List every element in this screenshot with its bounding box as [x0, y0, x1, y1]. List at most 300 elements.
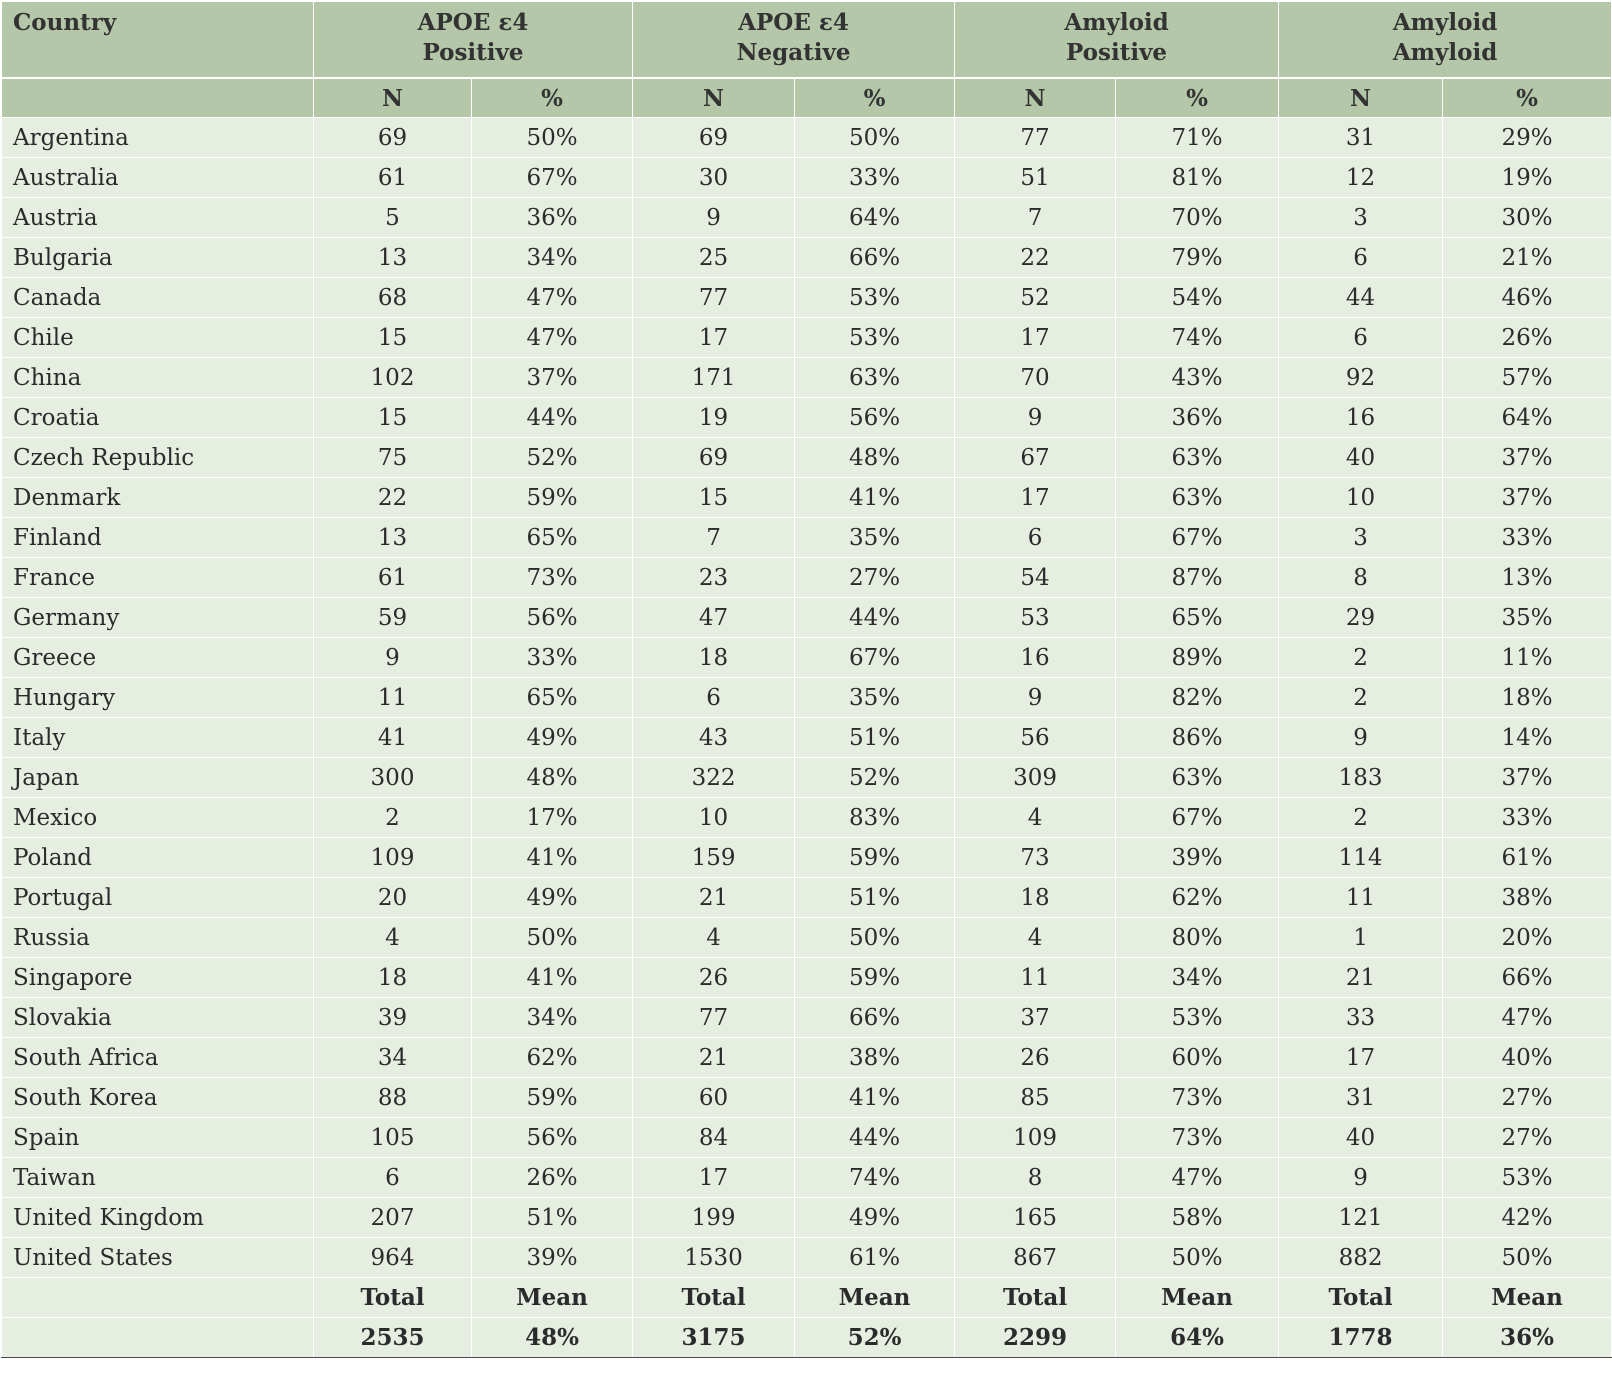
table-row — [2, 838, 1612, 878]
value-cell: 66% — [795, 238, 955, 278]
value-cell: 59% — [795, 838, 955, 878]
value-cell: 109 — [955, 1118, 1116, 1158]
value-cell: 47% — [472, 278, 633, 318]
summary-label-cell: Mean — [795, 1278, 955, 1318]
value-cell: 33% — [472, 638, 633, 678]
value-cell: 26 — [955, 1038, 1116, 1078]
country-cell: Argentina — [2, 118, 314, 158]
value-cell: 48% — [472, 758, 633, 798]
value-cell: 64% — [795, 198, 955, 238]
country-cell: Chile — [2, 318, 314, 358]
table-row — [2, 158, 1612, 198]
group-header-line2: Positive — [1066, 39, 1168, 66]
sub-header-cell: % — [1116, 78, 1279, 118]
value-cell: 53% — [795, 278, 955, 318]
value-cell: 26% — [1443, 318, 1612, 358]
value-cell: 3 — [1279, 518, 1443, 558]
value-cell: 19% — [1443, 158, 1612, 198]
country-cell: Japan — [2, 758, 314, 798]
value-cell: 63% — [1116, 758, 1279, 798]
table-row — [2, 998, 1612, 1038]
value-cell: 17 — [955, 318, 1116, 358]
country-cell: Taiwan — [2, 1158, 314, 1198]
table-row — [2, 598, 1612, 638]
value-cell: 22 — [314, 478, 472, 518]
value-cell: 80% — [1116, 918, 1279, 958]
sub-header-row — [2, 78, 1612, 118]
summary-label-cell: Mean — [1443, 1278, 1612, 1318]
country-cell: France — [2, 558, 314, 598]
value-cell: 67% — [1116, 518, 1279, 558]
summary-value-cell: 2535 — [314, 1318, 472, 1358]
value-cell: 62% — [472, 1038, 633, 1078]
value-cell: 9 — [314, 638, 472, 678]
value-cell: 41% — [472, 958, 633, 998]
value-cell: 59% — [472, 1078, 633, 1118]
value-cell: 15 — [633, 478, 795, 518]
table-row — [2, 558, 1612, 598]
value-cell: 67% — [472, 158, 633, 198]
value-cell: 33% — [795, 158, 955, 198]
value-cell: 44% — [472, 398, 633, 438]
table-row — [2, 1118, 1612, 1158]
value-cell: 109 — [314, 838, 472, 878]
value-cell: 207 — [314, 1198, 472, 1238]
value-cell: 12 — [1279, 158, 1443, 198]
country-cell: Mexico — [2, 798, 314, 838]
value-cell: 44% — [795, 1118, 955, 1158]
value-cell: 53% — [1443, 1158, 1612, 1198]
value-cell: 40 — [1279, 438, 1443, 478]
sub-header-empty — [2, 78, 314, 118]
value-cell: 92 — [1279, 358, 1443, 398]
value-cell: 13 — [314, 238, 472, 278]
country-column-header: Country — [2, 2, 314, 79]
group-header-amyloid-positive — [955, 2, 1279, 79]
value-cell: 21 — [633, 878, 795, 918]
table-row — [2, 1158, 1612, 1198]
country-cell: Austria — [2, 198, 314, 238]
group-header-line2: Positive — [422, 39, 524, 66]
country-cell: South Korea — [2, 1078, 314, 1118]
value-cell: 9 — [1279, 718, 1443, 758]
value-cell: 36% — [1116, 398, 1279, 438]
value-cell: 7 — [633, 518, 795, 558]
value-cell: 121 — [1279, 1198, 1443, 1238]
value-cell: 70 — [955, 358, 1116, 398]
value-cell: 47% — [1116, 1158, 1279, 1198]
group-header-apoe-negative — [633, 2, 955, 79]
value-cell: 34 — [314, 1038, 472, 1078]
value-cell: 53% — [795, 318, 955, 358]
value-cell: 17 — [955, 478, 1116, 518]
table-row — [2, 238, 1612, 278]
value-cell: 47% — [472, 318, 633, 358]
value-cell: 5 — [314, 198, 472, 238]
value-cell: 15 — [314, 318, 472, 358]
value-cell: 6 — [1279, 318, 1443, 358]
value-cell: 30 — [633, 158, 795, 198]
group-header-line1: APOE ε4 — [417, 9, 529, 36]
value-cell: 21 — [1279, 958, 1443, 998]
value-cell: 2 — [1279, 798, 1443, 838]
group-header-line1: Amyloid — [1392, 9, 1498, 36]
value-cell: 11% — [1443, 638, 1612, 678]
value-cell: 165 — [955, 1198, 1116, 1238]
value-cell: 86% — [1116, 718, 1279, 758]
value-cell: 65% — [472, 518, 633, 558]
value-cell: 34% — [1116, 958, 1279, 998]
value-cell: 61 — [314, 558, 472, 598]
value-cell: 4 — [633, 918, 795, 958]
country-cell: Greece — [2, 638, 314, 678]
value-cell: 54% — [1116, 278, 1279, 318]
value-cell: 23 — [633, 558, 795, 598]
table-body — [2, 118, 1612, 1358]
value-cell: 183 — [1279, 758, 1443, 798]
value-cell: 25 — [633, 238, 795, 278]
value-cell: 70% — [1116, 198, 1279, 238]
table-header — [2, 2, 1612, 118]
value-cell: 44% — [795, 598, 955, 638]
value-cell: 10 — [1279, 478, 1443, 518]
value-cell: 69 — [633, 438, 795, 478]
table-row — [2, 1078, 1612, 1118]
value-cell: 171 — [633, 358, 795, 398]
value-cell: 16 — [1279, 398, 1443, 438]
table-row — [2, 878, 1612, 918]
value-cell: 34% — [472, 238, 633, 278]
value-cell: 69 — [633, 118, 795, 158]
country-cell: Finland — [2, 518, 314, 558]
value-cell: 6 — [1279, 238, 1443, 278]
value-cell: 300 — [314, 758, 472, 798]
summary-value-cell: 52% — [795, 1318, 955, 1358]
table-row — [2, 1238, 1612, 1278]
value-cell: 18 — [955, 878, 1116, 918]
value-cell: 17% — [472, 798, 633, 838]
value-cell: 21 — [633, 1038, 795, 1078]
value-cell: 4 — [955, 918, 1116, 958]
summary-label-cell: Total — [633, 1278, 795, 1318]
value-cell: 16 — [955, 638, 1116, 678]
value-cell: 43 — [633, 718, 795, 758]
group-header-line1: APOE ε4 — [738, 9, 849, 36]
value-cell: 29 — [1279, 598, 1443, 638]
summary-label-cell: Mean — [472, 1278, 633, 1318]
table-row — [2, 918, 1612, 958]
value-cell: 21% — [1443, 238, 1612, 278]
country-cell: Hungary — [2, 678, 314, 718]
value-cell: 29% — [1443, 118, 1612, 158]
value-cell: 49% — [795, 1198, 955, 1238]
summary-label-cell: Mean — [1116, 1278, 1279, 1318]
value-cell: 56% — [795, 398, 955, 438]
value-cell: 71% — [1116, 118, 1279, 158]
value-cell: 63% — [1116, 478, 1279, 518]
value-cell: 6 — [633, 678, 795, 718]
value-cell: 9 — [955, 398, 1116, 438]
country-cell: Denmark — [2, 478, 314, 518]
country-cell: Spain — [2, 1118, 314, 1158]
summary-value-cell: 48% — [472, 1318, 633, 1358]
value-cell: 159 — [633, 838, 795, 878]
summary-value-cell: 64% — [1116, 1318, 1279, 1358]
value-cell: 46% — [1443, 278, 1612, 318]
country-cell: Bulgaria — [2, 238, 314, 278]
value-cell: 37% — [472, 358, 633, 398]
table-row — [2, 198, 1612, 238]
value-cell: 44 — [1279, 278, 1443, 318]
summary-label-row — [2, 1278, 1612, 1318]
value-cell: 83% — [795, 798, 955, 838]
value-cell: 73 — [955, 838, 1116, 878]
table-row — [2, 438, 1612, 478]
value-cell: 19 — [633, 398, 795, 438]
value-cell: 4 — [314, 918, 472, 958]
table-row — [2, 318, 1612, 358]
value-cell: 17 — [1279, 1038, 1443, 1078]
table-row — [2, 478, 1612, 518]
country-cell: Australia — [2, 158, 314, 198]
value-cell: 59 — [314, 598, 472, 638]
value-cell: 75 — [314, 438, 472, 478]
value-cell: 26% — [472, 1158, 633, 1198]
value-cell: 40% — [1443, 1038, 1612, 1078]
value-cell: 51% — [795, 878, 955, 918]
summary-label-empty — [2, 1278, 314, 1318]
country-data-table — [1, 1, 1612, 1358]
value-cell: 68 — [314, 278, 472, 318]
value-cell: 309 — [955, 758, 1116, 798]
value-cell: 50% — [795, 918, 955, 958]
value-cell: 67% — [795, 638, 955, 678]
value-cell: 15 — [314, 398, 472, 438]
value-cell: 9 — [955, 678, 1116, 718]
value-cell: 41 — [314, 718, 472, 758]
group-header-line2: Negative — [736, 39, 851, 66]
country-cell: Croatia — [2, 398, 314, 438]
table-row — [2, 118, 1612, 158]
value-cell: 20% — [1443, 918, 1612, 958]
value-cell: 39% — [1116, 838, 1279, 878]
value-cell: 81% — [1116, 158, 1279, 198]
table-row — [2, 358, 1612, 398]
value-cell: 53 — [955, 598, 1116, 638]
country-cell: Poland — [2, 838, 314, 878]
value-cell: 35% — [795, 518, 955, 558]
value-cell: 40 — [1279, 1118, 1443, 1158]
value-cell: 9 — [1279, 1158, 1443, 1198]
value-cell: 18 — [633, 638, 795, 678]
value-cell: 14% — [1443, 718, 1612, 758]
value-cell: 9 — [633, 198, 795, 238]
value-cell: 82% — [1116, 678, 1279, 718]
table-row — [2, 278, 1612, 318]
value-cell: 69 — [314, 118, 472, 158]
value-cell: 54 — [955, 558, 1116, 598]
sub-header-cell: N — [633, 78, 795, 118]
value-cell: 41% — [472, 838, 633, 878]
table-row — [2, 518, 1612, 558]
value-cell: 66% — [795, 998, 955, 1038]
value-cell: 2 — [1279, 638, 1443, 678]
value-cell: 2 — [1279, 678, 1443, 718]
value-cell: 65% — [472, 678, 633, 718]
value-cell: 33% — [1443, 518, 1612, 558]
value-cell: 199 — [633, 1198, 795, 1238]
table-row — [2, 1038, 1612, 1078]
value-cell: 47 — [633, 598, 795, 638]
value-cell: 85 — [955, 1078, 1116, 1118]
country-cell: Italy — [2, 718, 314, 758]
value-cell: 56 — [955, 718, 1116, 758]
value-cell: 114 — [1279, 838, 1443, 878]
value-cell: 49% — [472, 878, 633, 918]
value-cell: 73% — [1116, 1078, 1279, 1118]
table-row — [2, 758, 1612, 798]
value-cell: 66% — [1443, 958, 1612, 998]
sub-header-cell: N — [955, 78, 1116, 118]
value-cell: 73% — [1116, 1118, 1279, 1158]
value-cell: 56% — [472, 1118, 633, 1158]
table-row — [2, 638, 1612, 678]
summary-value-cell: 36% — [1443, 1318, 1612, 1358]
country-cell: Singapore — [2, 958, 314, 998]
value-cell: 74% — [1116, 318, 1279, 358]
value-cell: 2 — [314, 798, 472, 838]
table-row — [2, 958, 1612, 998]
summary-value-cell: 3175 — [633, 1318, 795, 1358]
value-cell: 38% — [1443, 878, 1612, 918]
value-cell: 77 — [633, 278, 795, 318]
sub-header-cell: N — [1279, 78, 1443, 118]
table-row — [2, 1198, 1612, 1238]
value-cell: 59% — [795, 958, 955, 998]
value-cell: 50% — [472, 118, 633, 158]
value-cell: 27% — [1443, 1118, 1612, 1158]
value-cell: 67 — [955, 438, 1116, 478]
value-cell: 52% — [795, 758, 955, 798]
value-cell: 31 — [1279, 118, 1443, 158]
country-cell: United States — [2, 1238, 314, 1278]
value-cell: 27% — [795, 558, 955, 598]
value-cell: 50% — [1116, 1238, 1279, 1278]
value-cell: 50% — [795, 118, 955, 158]
value-cell: 77 — [633, 998, 795, 1038]
country-cell: Portugal — [2, 878, 314, 918]
value-cell: 41% — [795, 478, 955, 518]
value-cell: 50% — [1443, 1238, 1612, 1278]
value-cell: 8 — [955, 1158, 1116, 1198]
value-cell: 35% — [795, 678, 955, 718]
value-cell: 6 — [314, 1158, 472, 1198]
value-cell: 43% — [1116, 358, 1279, 398]
value-cell: 36% — [472, 198, 633, 238]
value-cell: 77 — [955, 118, 1116, 158]
value-cell: 79% — [1116, 238, 1279, 278]
table-row — [2, 398, 1612, 438]
value-cell: 31 — [1279, 1078, 1443, 1118]
country-cell: Czech Republic — [2, 438, 314, 478]
summary-label-cell: Total — [1279, 1278, 1443, 1318]
value-cell: 34% — [472, 998, 633, 1038]
value-cell: 20 — [314, 878, 472, 918]
value-cell: 65% — [1116, 598, 1279, 638]
value-cell: 22 — [955, 238, 1116, 278]
group-header-amyloid-amyloid — [1279, 2, 1612, 79]
summary-label-cell: Total — [314, 1278, 472, 1318]
value-cell: 7 — [955, 198, 1116, 238]
value-cell: 17 — [633, 318, 795, 358]
value-cell: 105 — [314, 1118, 472, 1158]
value-cell: 964 — [314, 1238, 472, 1278]
value-cell: 51% — [472, 1198, 633, 1238]
value-cell: 61 — [314, 158, 472, 198]
value-cell: 882 — [1279, 1238, 1443, 1278]
value-cell: 1530 — [633, 1238, 795, 1278]
value-cell: 53% — [1116, 998, 1279, 1038]
value-cell: 64% — [1443, 398, 1612, 438]
value-cell: 62% — [1116, 878, 1279, 918]
group-header-line2: Amyloid — [1392, 39, 1498, 66]
value-cell: 74% — [795, 1158, 955, 1198]
country-cell: United Kingdom — [2, 1198, 314, 1238]
value-cell: 27% — [1443, 1078, 1612, 1118]
sub-header-cell: % — [1443, 78, 1612, 118]
value-cell: 42% — [1443, 1198, 1612, 1238]
value-cell: 1 — [1279, 918, 1443, 958]
value-cell: 867 — [955, 1238, 1116, 1278]
value-cell: 26 — [633, 958, 795, 998]
summary-value-empty — [2, 1318, 314, 1358]
summary-value-row — [2, 1318, 1612, 1358]
summary-label-cell: Total — [955, 1278, 1116, 1318]
value-cell: 84 — [633, 1118, 795, 1158]
sub-header-cell: % — [472, 78, 633, 118]
value-cell: 10 — [633, 798, 795, 838]
value-cell: 11 — [314, 678, 472, 718]
value-cell: 89% — [1116, 638, 1279, 678]
value-cell: 17 — [633, 1158, 795, 1198]
table-row — [2, 718, 1612, 758]
value-cell: 6 — [955, 518, 1116, 558]
country-cell: Canada — [2, 278, 314, 318]
group-header-row — [2, 2, 1612, 79]
value-cell: 61% — [1443, 838, 1612, 878]
table-row — [2, 678, 1612, 718]
sub-header-cell: % — [795, 78, 955, 118]
group-header-line1: Amyloid — [1064, 9, 1169, 36]
value-cell: 59% — [472, 478, 633, 518]
country-cell: Russia — [2, 918, 314, 958]
value-cell: 33% — [1443, 798, 1612, 838]
value-cell: 56% — [472, 598, 633, 638]
value-cell: 102 — [314, 358, 472, 398]
value-cell: 37% — [1443, 438, 1612, 478]
value-cell: 33 — [1279, 998, 1443, 1038]
country-cell: South Africa — [2, 1038, 314, 1078]
value-cell: 51 — [955, 158, 1116, 198]
value-cell: 67% — [1116, 798, 1279, 838]
value-cell: 13 — [314, 518, 472, 558]
value-cell: 60% — [1116, 1038, 1279, 1078]
country-cell: Germany — [2, 598, 314, 638]
value-cell: 63% — [795, 358, 955, 398]
value-cell: 60 — [633, 1078, 795, 1118]
value-cell: 30% — [1443, 198, 1612, 238]
value-cell: 8 — [1279, 558, 1443, 598]
